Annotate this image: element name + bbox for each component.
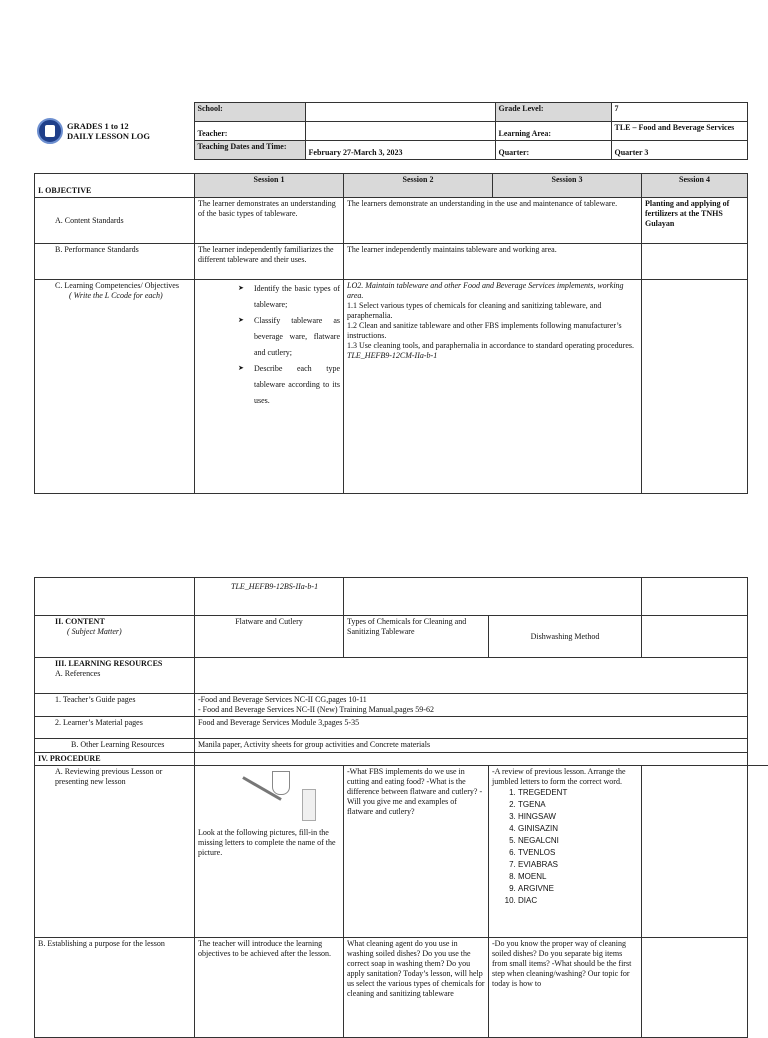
- content-s2: Types of Chemicals for Cleaning and Sanitizing Tableware: [344, 616, 489, 658]
- teachers-guide-line: -Food and Beverage Services NC-II CG,pages 10-11: [198, 695, 367, 704]
- resources-heading-cell: [35, 658, 195, 694]
- competency-item: ➤ Classify tableware as beverage ware, flatware and cutlery;: [238, 313, 340, 361]
- session-4-header: Session 4: [642, 174, 748, 198]
- goblet-image: [272, 771, 290, 795]
- procedure-heading-value: [195, 753, 748, 766]
- teachers-guide-line: - Food and Beverage Services NC-II (New) Training Manual,pages 59-62: [198, 705, 434, 714]
- teaching-dates-value: February 27-March 3, 2023: [305, 141, 495, 160]
- jumbled-word: 8. MOENL: [518, 871, 638, 883]
- competency-item: ➤ Describe each type tableware according to its uses.: [238, 361, 340, 409]
- jumbled-words-list: [492, 787, 638, 907]
- objective-table: [34, 173, 748, 494]
- session-3-header: Session 3: [493, 174, 642, 198]
- deped-seal-icon: [37, 118, 63, 144]
- jumbled-word: 3. HINGSAW: [518, 811, 638, 823]
- performance-standards-s23: The learner independently maintains tableware and working area.: [344, 244, 642, 280]
- tableware-picture: [198, 769, 340, 824]
- learners-material-label: 2. Learner’s Material pages: [35, 717, 195, 739]
- jumbled-word: 5. NEGALCNI: [518, 835, 638, 847]
- review-s3: [489, 766, 642, 938]
- learning-area-value: TLE – Food and Beverage Services: [611, 122, 747, 141]
- jumbled-word: 1. TREGEDENT: [518, 787, 638, 799]
- learners-material-value: Food and Beverage Services Module 3,pages 5-35: [195, 717, 748, 739]
- jumbled-word: 6. TVENLOS: [518, 847, 638, 859]
- content-standards-s23: The learners demonstrate an understanding in the use and maintenance of tableware.: [344, 198, 642, 244]
- teachers-guide-value: [195, 694, 748, 717]
- competencies-code: TLE_HEFB9-12CM-IIa-b-1: [347, 351, 438, 360]
- procedure-heading: IV. PROCEDURE: [35, 753, 195, 766]
- competency-item: ➤ Identify the basic types of tableware;: [238, 281, 340, 313]
- header-title-line1: GRADES 1 to 12: [67, 120, 129, 131]
- content-code-s23: [344, 578, 642, 616]
- session-2-header: Session 2: [344, 174, 493, 198]
- learning-area-label: Learning Area:: [495, 122, 611, 141]
- review-s4: [642, 766, 748, 938]
- quarter-label: Quarter:: [495, 141, 611, 160]
- tumbler-image: [302, 789, 316, 821]
- content-table: [34, 577, 748, 1038]
- content-subheading: ( Subject Matter): [67, 627, 122, 636]
- competencies-lo: LO2. Maintain tableware and other Food and Beverage Services implements, working area.: [347, 281, 624, 300]
- session-1-header: Session 1: [195, 174, 344, 198]
- competencies-label-cell: [35, 280, 195, 494]
- purpose-s1: The teacher will introduce the learning objectives to be achieved after the lesson.: [195, 938, 344, 1038]
- performance-standards-s1: The learner independently familiarizes the different tableware and their uses.: [195, 244, 344, 280]
- jumbled-word: 4. GINISAZIN: [518, 823, 638, 835]
- competency-subitem: 1.1 Select various types of chemicals for cleaning and sanitizing tableware, and paraphernalia.: [347, 301, 602, 320]
- content-s3: Dishwashing Method: [489, 616, 642, 658]
- school-label: School:: [194, 103, 305, 122]
- jumbled-word: 9. ARGIVNE: [518, 883, 638, 895]
- purpose-label: B. Establishing a purpose for the lesson: [35, 938, 195, 1038]
- competencies-s4: [642, 280, 748, 494]
- jumbled-word: 2. TGENA: [518, 799, 638, 811]
- header-title-line2: DAILY LESSON LOG: [67, 131, 150, 141]
- competencies-s23: [344, 280, 642, 494]
- review-label: A. Reviewing previous Lesson or presenting new lesson: [35, 766, 195, 938]
- resources-value: [195, 658, 748, 694]
- content-s4: [642, 616, 748, 658]
- stray-line: [747, 765, 768, 766]
- content-code-s4: [642, 578, 748, 616]
- competencies-s1: [195, 280, 344, 494]
- purpose-s3: -Do you know the proper way of cleaning soiled dishes? Do you separate big items from small items? -What should be the first step when cleaning/washing? Our topic for today is how to: [489, 938, 642, 1038]
- competency-subitem: 1.3 Use cleaning tools, and paraphernalia in accordance to standard operating procedures.: [347, 341, 634, 350]
- jumbled-word: 10. DIAC: [518, 895, 638, 907]
- quarter-value: Quarter 3: [611, 141, 747, 160]
- competencies-label: C. Learning Competencies/ Objectives: [55, 281, 179, 290]
- content-heading-cell: [35, 616, 195, 658]
- objective-heading: I. OBJECTIVE: [35, 174, 195, 198]
- content-s1: Flatware and Cutlery: [195, 616, 344, 658]
- content-code-s1: TLE_HEFB9-12BS-IIa-b-1: [195, 578, 344, 616]
- review-s1-text: Look at the following pictures, fill-in the missing letters to complete the name of the picture.: [198, 828, 336, 857]
- references-label: A. References: [55, 669, 101, 678]
- purpose-s2: What cleaning agent do you use in washing soiled dishes? Do you use the correct soap in washing them? Do you apply sanitation? Today’s lesson, will help us select the various types of chemicals for cleaning and sanitizing tableware: [344, 938, 489, 1038]
- grade-level-value: 7: [611, 103, 747, 122]
- other-resources-label: B. Other Learning Resources: [35, 739, 195, 753]
- content-standards-s4: Planting and applying of fertilizers at the TNHS Gulayan: [642, 198, 748, 244]
- performance-standards-label: B. Performance Standards: [35, 244, 195, 280]
- teacher-value: [305, 122, 495, 141]
- teaching-dates-label: Teaching Dates and Time:: [194, 141, 305, 160]
- review-s2: -What FBS implements do we use in cutting and eating food? -What is the difference between flatware and cutlery? -Will you give me and examples of flatware and cutlery?: [344, 766, 489, 938]
- performance-standards-s4: [642, 244, 748, 280]
- school-value: [305, 103, 495, 122]
- teachers-guide-label: 1. Teacher’s Guide pages: [35, 694, 195, 717]
- competency-subitem: 1.2 Clean and sanitize tableware and other FBS implements following manufacturer’s instructions.: [347, 321, 622, 340]
- other-resources-value: Manila paper, Activity sheets for group activities and Concrete materials: [195, 739, 748, 753]
- grade-level-label: Grade Level:: [495, 103, 611, 122]
- content-standards-s1: The learner demonstrates an understanding of the basic types of tableware.: [195, 198, 344, 244]
- teacher-label: Teacher:: [194, 122, 305, 141]
- purpose-s4: [642, 938, 748, 1038]
- content-heading: II. CONTENT: [55, 617, 105, 626]
- header-brand: [34, 103, 194, 160]
- jumbled-word: 7. EVIABRAS: [518, 859, 638, 871]
- content-standards-label: A. Content Standards: [35, 198, 195, 244]
- resources-heading: III. LEARNING RESOURCES: [55, 659, 163, 668]
- review-s3-intro: -A review of previous lesson. Arrange the jumbled letters to form the correct word.: [492, 767, 626, 786]
- code-row-label: [35, 578, 195, 616]
- competencies-note: ( Write the L Ccode for each): [69, 291, 163, 300]
- header-table: [34, 102, 748, 160]
- review-s1: [195, 766, 344, 938]
